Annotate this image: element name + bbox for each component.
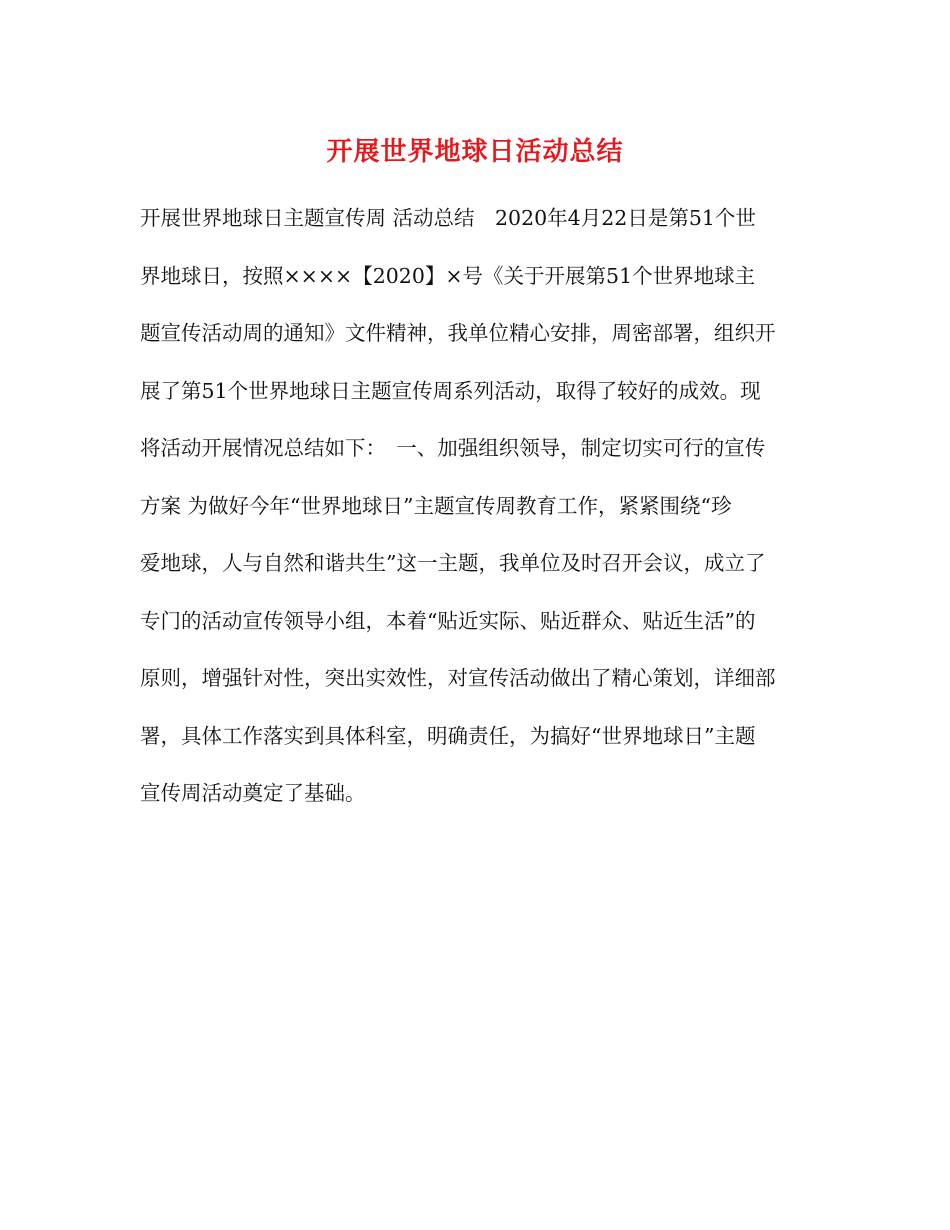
document-title: 开展世界地球日活动总结	[326, 137, 624, 167]
body-line-11: 宣传周活动奠定了基础。	[140, 781, 366, 805]
body-line-4: 展了第51个世界地球日主题宣传周系列活动，取得了较好的成效。现	[140, 378, 761, 403]
body-line-6: 方案 为做好今年“世界地球日”主题宣传周教育工作，紧紧围绕“珍	[140, 493, 732, 518]
body-line-3: 题宣传活动周的通知》文件精神，我单位精心安排，周密部署，组织开	[140, 321, 776, 345]
body-line-7: 爱地球，人与自然和谐共生”这一主题，我单位及时召开会议，成立了	[140, 551, 766, 575]
body-line-10: 署，具体工作落实到具体科室，明确责任，为搞好“世界地球日”主题	[140, 723, 756, 748]
body-line-5: 将活动开展情况总结如下： 一、加强组织领导，制定切实可行的宣传	[140, 436, 766, 460]
body-line-1: 开展世界地球日主题宣传周 活动总结 2020年4月22日是第51个世	[140, 206, 756, 230]
document-body	[140, 190, 820, 823]
body-line-2: 界地球日，按照××××【2020】×号《关于开展第51个世界地球主	[140, 263, 756, 288]
body-line-9: 原则，增强针对性，突出实效性，对宣传活动做出了精心策划，详细部	[140, 666, 776, 690]
body-line-8: 专门的活动宣传领导小组，本着“贴近实际、贴近群众、贴近生活”的	[140, 608, 756, 633]
